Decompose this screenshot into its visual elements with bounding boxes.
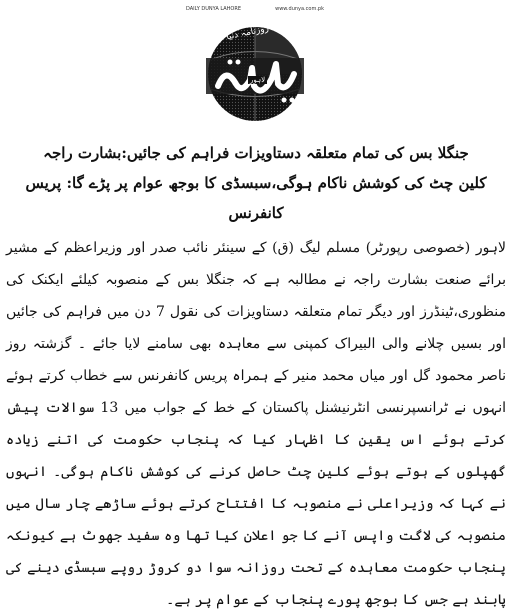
- logo-city-tag: لاہور: [250, 76, 266, 84]
- dunya-logo: [192, 14, 318, 124]
- masthead-top-left: DAILY DUNYA LAHORE: [186, 6, 241, 12]
- article-subhead: کلین چٹ کی کوشش ناکام ہوگی،سبسڈی کا بوجھ عوام پر پڑے گا: پریس کانفرنس: [25, 174, 487, 222]
- newspaper-masthead: [186, 4, 324, 124]
- news-article: [6, 138, 506, 616]
- masthead-top-right: www.dunya.com.pk: [275, 6, 324, 12]
- article-body: لاہور (خصوصی رپورٹر) مسلم لیگ (ق) کے سینئر نائب صدر اور وزیراعظم کے مشیر برائے صنعت بشارت راجہ نے مطالبہ ہے کہ جنگلا بس کے منصوبہ کیلئے ایکنک کی منظوری،ٹینڈرز اور دیگر تمام متعلقہ دستاویزات کی نقول 7 دن میں فراہم کی جائیں اور بسیں چلانے والی البیراک کمپنی سے معاہدہ بھی سامنے لایا جائے ۔ گزشتہ روز ناصر محمود گل اور میاں محمد منیر کے ہمراہ پریس کانفرنس سے خطاب کرتے ہوئے انہوں نے ٹرانسپرنسی انٹرنیشنل پاکستان کے خط کے جواب میں 13 سوالات پیش کرتے ہوئے اس یقین کا اظہار کیا کہ پنجاب حکومت کی اتنے زیادہ گھپلوں کے ہوتے ہوئے کلین چٹ حاصل کرنے کی کوشش ناکام ہوگی۔ انہوں نے کہا کہ وزیراعلی نے منصوبہ کا افتتاح کرتے ہوئے ساڑھے چار سال میں منصوبہ کی لاگت واپس آنے کا جو اعلان کیا تھا وہ سفید جھوٹ ہے کیونکہ پنجاب حکومت معاہدہ کے تحت روزانہ سوا دو کروڑ روپے سبسڈی دینے کی پابند ہے جس کا بوجھ پورے پنجاب کے عوام پر ہے۔: [6, 240, 507, 608]
- article-headline: جنگلا بس کی تمام متعلقہ دستاویزات فراہم کی جائیں:بشارت راجہ: [43, 144, 469, 162]
- logo-text-urdu: روزنامہ دنیا: [225, 23, 270, 43]
- masthead-top-line: [186, 4, 324, 14]
